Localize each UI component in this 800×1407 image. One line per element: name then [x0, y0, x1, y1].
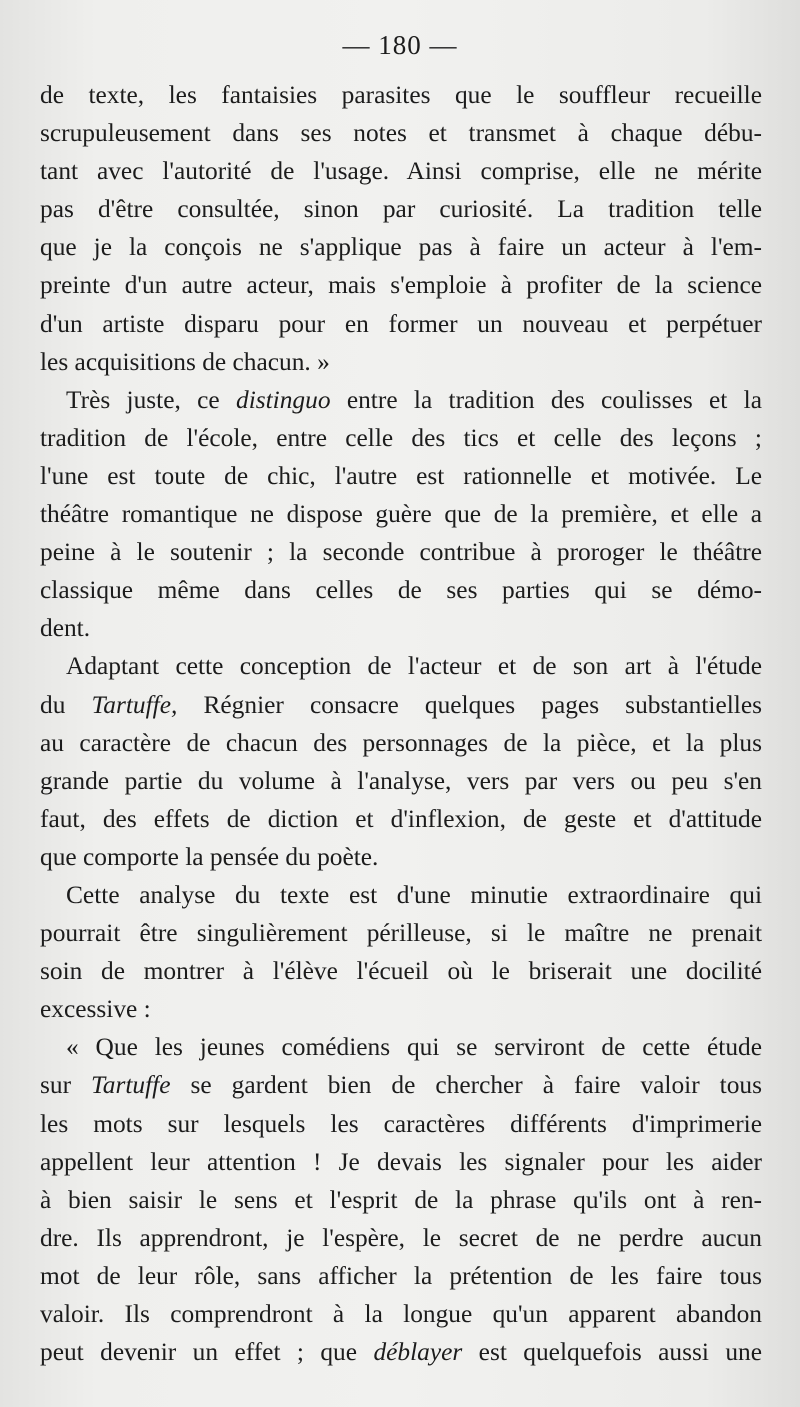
paragraph [40, 76, 762, 381]
text-line: de texte, les fantaisies parasites que le souffleur recueille [40, 81, 762, 109]
text-line: l'une est toute de chic, l'autre est rationnelle et motivée. Le [40, 461, 762, 490]
text-line: preinte d'un autre acteur, mais s'emploie à profiter de la science [40, 271, 762, 300]
text-line: faut, des effets de diction et d'inflexion, de geste et d'attitude [40, 804, 762, 833]
text-line: à bien saisir le sens et l'esprit de la phrase qu'ils ont à ren- [40, 1185, 762, 1214]
text-line: dent. [40, 614, 91, 643]
body-text [40, 76, 762, 1371]
paragraph [40, 647, 762, 876]
text-line: appellent leur attention ! Je devais les signaler pour les aider [40, 1147, 762, 1176]
text-line: dre. Ils apprendront, je l'espère, le secret de ne perdre aucun [40, 1223, 762, 1252]
text-line: excessive : [40, 995, 151, 1024]
text-line: soin de montrer à l'élève l'écueil où le briserait une docilité [40, 957, 762, 986]
text-line: scrupuleusement dans ses notes et transmet à chaque débu- [40, 119, 762, 148]
text-line: peine à le soutenir ; la seconde contribue à proroger le théâtre [40, 538, 762, 567]
text-line: du Tartuffe, Régnier consacre quelques pages substantielles [40, 690, 762, 719]
text-line: d'un artiste disparu pour en former un nouveau et perpétuer [40, 309, 762, 338]
text-line: grande partie du volume à l'analyse, vers par vers ou peu s'en [40, 766, 762, 795]
text-line: les acquisitions de chacun. » [40, 347, 330, 376]
text-line: les mots sur lesquels les caractères différents d'imprimerie [40, 1109, 762, 1138]
paragraph [40, 1028, 762, 1371]
text-line: pourrait être singulièrement périlleuse, si le maître ne prenait [40, 919, 762, 948]
text-line: Très juste, ce distinguo entre la tradition des coulisses et la [66, 385, 762, 414]
text-line: valoir. Ils comprendront à la longue qu'un apparent abandon [40, 1300, 762, 1328]
paragraph [40, 876, 762, 1028]
text-line: que je la conçois ne s'applique pas à faire un acteur à l'em- [40, 233, 762, 262]
text-line: Cette analyse du texte est d'une minutie extraordinaire qui [66, 880, 762, 909]
text-line: classique même dans celles de ses parties qui se démo- [40, 576, 762, 605]
text-line: « Que les jeunes comédiens qui se serviront de cette étude [66, 1033, 762, 1062]
text-line: sur Tartuffe se gardent bien de chercher à faire valoir tous [40, 1071, 762, 1100]
text-line: au caractère de chacun des personnages de la pièce, et la plus [40, 728, 762, 757]
paragraph [40, 381, 762, 648]
page-number: — 180 — [342, 30, 458, 60]
text-line: que comporte la pensée du poète. [40, 842, 379, 871]
text-line: tant avec l'autorité de l'usage. Ainsi comprise, elle ne mérite [40, 157, 762, 186]
text-line: théâtre romantique ne dispose guère que de la première, et elle a [40, 500, 762, 529]
text-line: pas d'être consultée, sinon par curiosité. La tradition telle [40, 195, 762, 224]
text-line: tradition de l'école, entre celle des tics et celle des leçons ; [40, 423, 762, 452]
text-line: peut devenir un effet ; que déblayer est quelquefois aussi une [40, 1338, 763, 1367]
text-line: mot de leur rôle, sans afficher la prétention de les faire tous [40, 1261, 762, 1290]
text-line: Adaptant cette conception de l'acteur et de son art à l'étude [66, 652, 762, 681]
